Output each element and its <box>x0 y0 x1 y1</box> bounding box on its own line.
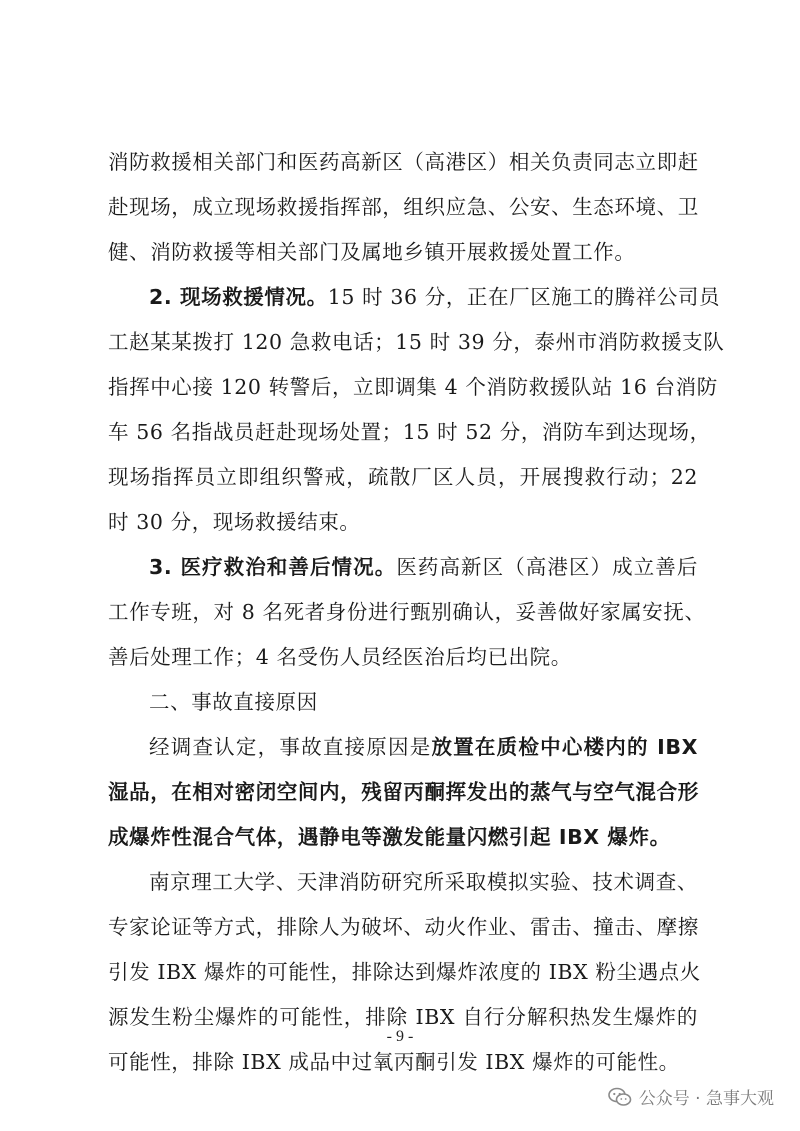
paragraph-line: 消防救援相关部门和医药高新区（高港区）相关负责同志立即赶 <box>108 150 699 174</box>
paragraph-line: 专家论证等方式，排除人为破坏、动火作业、雷击、撞击、摩擦 <box>108 915 699 939</box>
cause-text: 经调查认定，事故直接原因是 <box>149 735 432 759</box>
paragraph-line: 赴现场，成立现场救援指挥部，组织应急、公安、生态环境、卫 <box>108 195 699 219</box>
document-body <box>108 140 725 1085</box>
paragraph-line: 现场指挥员立即组织警戒，疏散厂区人员，开展搜救行动；22 <box>108 465 698 489</box>
section-2-title: 2. 现场救援情况。 <box>149 285 328 309</box>
paragraph-line: 南京理工大学、天津消防研究所采取模拟实验、技术调查、 <box>149 870 698 894</box>
paragraph-line: 善后处理工作；4 名受伤人员经医治后均已出院。 <box>108 645 572 669</box>
cause-bold-line: 湿品，在相对密闭空间内，残留丙酮挥发出的蒸气与空气混合形 <box>108 780 699 804</box>
paragraph-line: 工作专班，对 8 名死者身份进行甄别确认，妥善做好家属安抚、 <box>108 600 706 624</box>
section-3-first-line <box>108 545 698 590</box>
cause-bold-text: 放置在质检中心楼内的 IBX <box>431 735 698 759</box>
watermark <box>608 1084 774 1109</box>
wechat-icon <box>608 1087 632 1107</box>
page-number: - 9 - <box>386 1028 414 1045</box>
section-2-first-line <box>108 275 721 320</box>
paragraph-line: 时 30 分，现场救援结束。 <box>108 510 361 534</box>
paragraph-line: 引发 IBX 爆炸的可能性，排除达到爆炸浓度的 IBX 粉尘遇点火 <box>108 960 701 984</box>
paragraph-line: 车 56 名指战员赶赴现场处置；15 时 52 分，消防车到达现场， <box>108 420 711 444</box>
section-heading-direct-cause: 二、事故直接原因 <box>149 690 318 714</box>
paragraph-line: 源发生粉尘爆炸的可能性，排除 IBX 自行分解积热发生爆炸的 <box>108 1005 698 1029</box>
cause-bold-line: 成爆炸性混合气体，遇静电等激发能量闪燃引起 IBX 爆炸。 <box>108 825 671 849</box>
paragraph-line: 可能性，排除 IBX 成品中过氧丙酮引发 IBX 爆炸的可能性。 <box>108 1050 680 1074</box>
section-3-title: 3. 医疗救治和善后情况。 <box>149 555 397 579</box>
paragraph-line: 工赵某某拨打 120 急救电话；15 时 39 分，泰州市消防救援支队 <box>108 330 725 354</box>
paragraph-line: 指挥中心接 120 转警后，立即调集 4 个消防救援队站 16 台消防 <box>108 375 718 399</box>
section-3-text: 医药高新区（高港区）成立善后 <box>396 555 698 579</box>
cause-first-line <box>108 725 698 770</box>
section-2-text: 15 时 36 分，正在厂区施工的腾祥公司员 <box>327 285 721 309</box>
watermark-text: 公众号 · 急事大观 <box>638 1089 774 1109</box>
paragraph-line: 健、消防救援等相关部门及属地乡镇开展救援处置工作。 <box>108 240 636 264</box>
